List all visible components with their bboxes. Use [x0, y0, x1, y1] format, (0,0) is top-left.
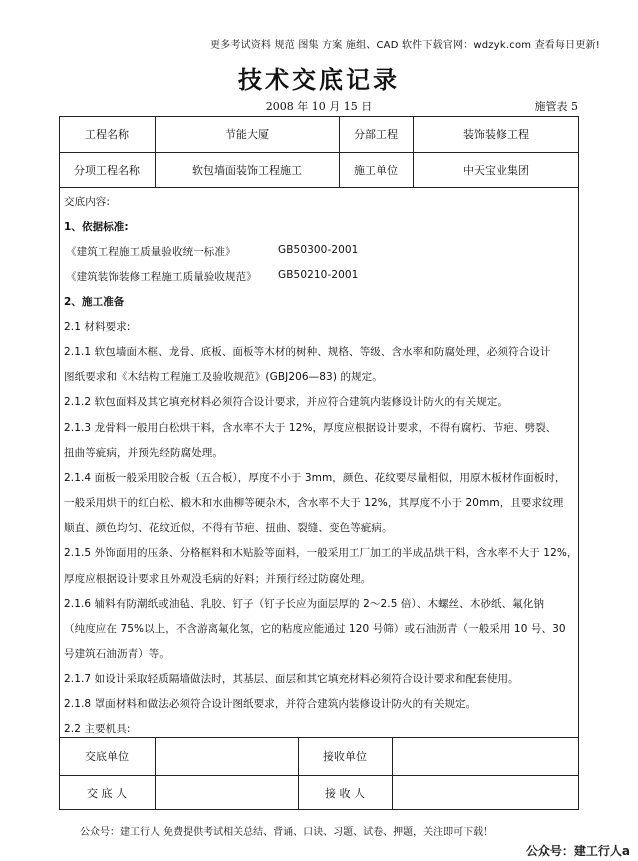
disclosure-person-value: [155, 775, 298, 810]
receiving-unit-value: [392, 737, 579, 775]
receiving-unit-label: 接收单位: [323, 750, 367, 763]
para-2-1-1-line-1: 2.1.1 软包墙面木框、龙骨、底板、面板等木材的树种、规格、等级、含水率和防腐处理，必须符合设计: [64, 346, 551, 358]
para-2-1-6-line-2: （纯度应在 75%以上，不含游离氟化氢，它的粘度应能通过 120 号筛）或石油沥青（一般采用 10 号、30: [64, 623, 566, 635]
para-2-1-7-line-1: 2.1.7 如设计采取轻质隔墙做法时，其基层、面层和其它填充材料必须符合设计要求和配套使用。: [64, 673, 519, 685]
form-number: 施管表 5: [534, 100, 578, 113]
receiving-person-value: [392, 775, 579, 810]
standard-1-name: 《建筑工程施工质量验收统一标准》: [66, 246, 236, 258]
disclosure-person-label: 交 底 人: [87, 786, 127, 800]
footer-note: 公众号：建工行人 免费提供考试相关总结、背诵、口诀、习题、试卷、押题，关注即可下载！: [80, 827, 494, 838]
para-2-1-4-line-1: 2.1.4 面板一般采用胶合板（五合板），厚度不小于 3mm，颜色、花纹要尽量相似，用原木板材作面板时，: [64, 472, 566, 484]
subitem-label: 分项工程名称: [74, 163, 140, 177]
contractor-value: 中天宝业集团: [463, 163, 529, 177]
top-note: 更多考试资料 规范 图集 方案 施组、CAD 软件下载官网：wdzyk.com 查看每日更新!: [209, 40, 600, 51]
watermark-text: 公众号：建工行人a: [525, 844, 630, 858]
para-2-1-8-line-1: 2.1.8 罩面材料和做法必须符合设计图纸要求，并符合建筑内装修设计防火的有关规定。: [64, 698, 477, 710]
document-date: 2008 年 10 月 15 日: [265, 100, 373, 113]
section-2-heading: 2、施工准备: [64, 296, 125, 308]
para-2-1-3-line-1: 2.1.3 龙骨料一般用白松烘干料，含水率不大于 12%，厚度应根据设计要求，不得有腐朽、节疤、劈裂、: [64, 422, 557, 434]
para-2-1-6-line-1: 2.1.6 辅料有防潮纸或油毡、乳胶、钉子（钉子长应为面层厚的 2～2.5 倍）、木螺丝、木砂纸、氟化钠: [64, 598, 545, 610]
subitem-value: 软包墙面装饰工程施工: [192, 163, 302, 177]
para-2-1-2-line-1: 2.1.2 软包面料及其它填充材料必须符合设计要求，并应符合建筑内装修设计防火的有关规定。: [64, 396, 509, 408]
para-2-1-4-line-3: 顺直、颜色均匀、花纹近似，不得有节疤、扭曲、裂缝、变色等疵病。: [64, 522, 393, 534]
section-2-2-heading: 2.2 主要机具:: [64, 723, 131, 735]
disclosure-unit-label: 交底单位: [85, 750, 129, 763]
para-2-1-4-line-2: 一般采用烘干的红白松、椴木和水曲柳等硬杂木，含水率不大于 12%，其厚度不小于 20mm，且要求纹理: [64, 497, 564, 509]
disclosure-unit-value: [155, 737, 298, 775]
project-name-value: 节能大厦: [225, 128, 269, 141]
divider: [59, 187, 579, 188]
division-label: 分部工程: [354, 128, 398, 141]
para-2-1-5-line-1: 2.1.5 外饰面用的压条、分格框料和木贴脸等面料，一般采用工厂加工的半成品烘干料，含水率不大于 12%，: [64, 547, 578, 559]
para-2-1-1-line-2: 图纸要求和《木结构工程施工及验收规范》(GBJ206—83) 的规定。: [64, 371, 383, 383]
standard-1-code: GB50300-2001: [278, 244, 359, 256]
document-title: 技术交底记录: [238, 66, 400, 94]
section-1-heading: 1、依据标准:: [64, 221, 129, 233]
para-2-1-6-line-3: 号建筑石油沥青）等。: [64, 648, 170, 660]
intro-label: 交底内容:: [64, 196, 111, 208]
para-2-1-5-line-2: 厚度应根据设计要求且外观没毛病的好料；并预行经过防腐处理。: [64, 573, 372, 585]
section-2-1-heading: 2.1 材料要求:: [64, 321, 131, 333]
division-value: 装饰装修工程: [463, 128, 529, 141]
project-name-label: 工程名称: [85, 128, 129, 141]
standard-2-name: 《建筑装饰装修工程施工质量验收规范》: [66, 271, 257, 283]
standard-2-code: GB50210-2001: [278, 269, 359, 281]
para-2-1-3-line-2: 扭曲等疵病，并预先经防腐处理。: [64, 447, 223, 459]
contractor-label: 施工单位: [354, 163, 398, 177]
receiving-person-label: 接 收 人: [325, 786, 365, 800]
